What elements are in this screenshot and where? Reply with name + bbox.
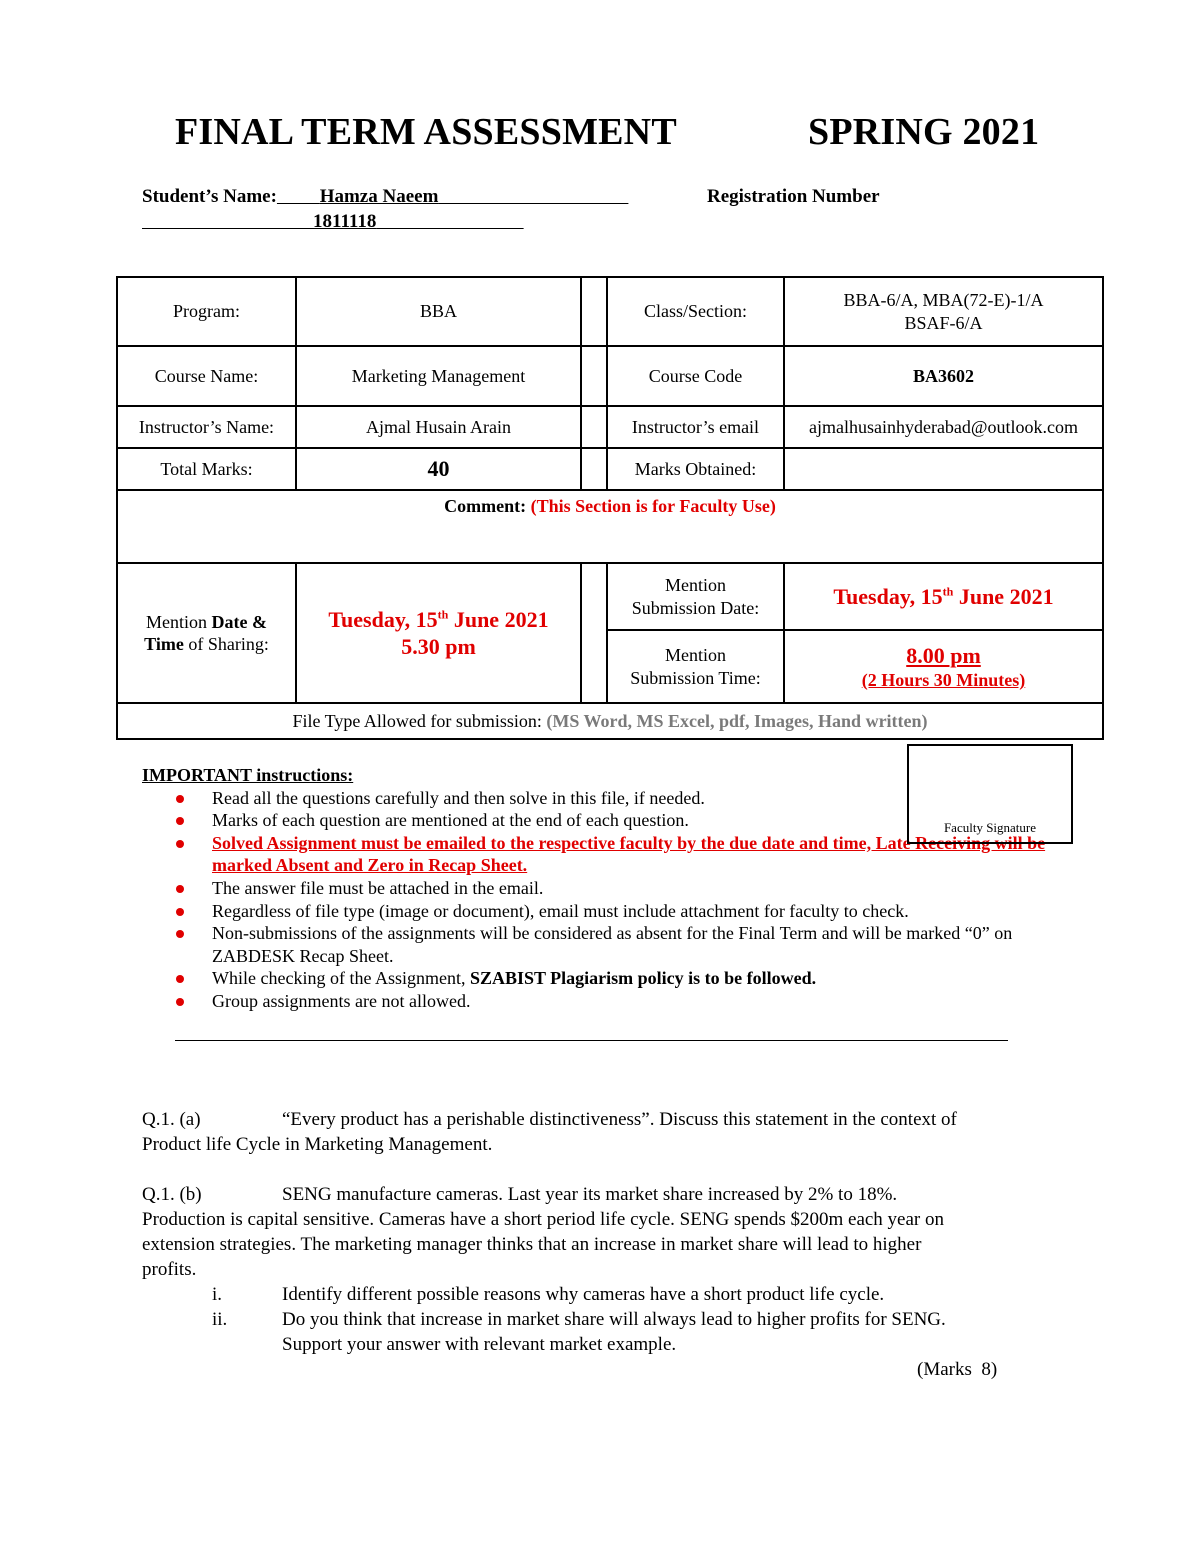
sharing-label: Mention Date & Time of Sharing: (117, 563, 296, 703)
sharing-time: 5.30 pm (401, 634, 476, 659)
instruction-item: Regardless of file type (image or document), email must include attachment for faculty to check. (142, 900, 1102, 923)
registration-label: Registration Number (707, 186, 880, 207)
sub-question-ii-text-line-2: Support your answer with relevant market example. (282, 1334, 677, 1355)
section-divider (175, 1040, 1008, 1041)
sub-question-ii-text-line-1: Do you think that increase in market share will always lead to higher profits for SENG. (282, 1309, 946, 1330)
class-section-line-1: BBA-6/A, MBA(72-E)-1/A (843, 290, 1044, 310)
comment-note: (This Section is for Faculty Use) (530, 496, 776, 516)
column-gap (581, 346, 607, 406)
question-marks: (Marks 8) (917, 1359, 998, 1380)
column-gap (581, 448, 607, 490)
total-marks-label: Total Marks: (117, 448, 296, 490)
assessment-info-table (116, 276, 1104, 740)
instruction-item-warning: Solved Assignment must be emailed to the respective faculty by the due date and time, Late Receiving will be marked Absent and Zero in Recap Sheet. (142, 832, 1102, 877)
student-name-value: Hamza Naeem (319, 186, 439, 207)
marks-obtained-value (784, 448, 1103, 490)
file-type-label: File Type Allowed for submission: (292, 710, 542, 731)
class-section-line-2: BSAF-6/A (904, 312, 983, 333)
comment-label: Comment: (444, 496, 527, 516)
student-name-label: Student’s Name: (142, 186, 277, 207)
program-label: Program: (117, 277, 296, 346)
comment-cell (117, 490, 1103, 563)
sharing-date-time (296, 563, 581, 703)
instruction-item: Marks of each question are mentioned at the end of each question. (142, 809, 1102, 832)
instructor-email-label: Instructor’s email (607, 406, 784, 448)
column-gap (581, 406, 607, 448)
course-name-label: Course Name: (117, 346, 296, 406)
class-section-value (784, 277, 1103, 346)
sub-question-ii-label: ii. (212, 1309, 228, 1330)
faculty-signature-label: Faculty Signature (943, 820, 1037, 835)
q1b-text-line-4: profits. (142, 1259, 197, 1280)
course-code-label: Course Code (607, 346, 784, 406)
sub-question-i-label: i. (212, 1284, 223, 1305)
instructor-name-label: Instructor’s Name: (117, 406, 296, 448)
faculty-signature-box (907, 744, 1073, 844)
registration-line (142, 211, 524, 233)
q1b-text-line-3: extension strategies. The marketing manager thinks that an increase in market share will lead to higher (142, 1234, 922, 1255)
submission-duration: (2 Hours 30 Minutes) (861, 670, 1026, 690)
instructor-name-value: Ajmal Husain Arain (296, 406, 581, 448)
total-marks-value: 40 (296, 448, 581, 490)
course-code-value: BA3602 (784, 346, 1103, 406)
program-value: BBA (296, 277, 581, 346)
submission-time-label: Mention Submission Time: (607, 630, 784, 703)
instruction-item: Group assignments are not allowed. (142, 990, 1102, 1013)
submission-time-value (784, 630, 1103, 703)
marks-obtained-label: Marks Obtained: (607, 448, 784, 490)
course-name-value: Marketing Management (296, 346, 581, 406)
sub-question-i-text: Identify different possible reasons why cameras have a short product life cycle. (282, 1284, 885, 1305)
q1a-label: Q.1. (a) (142, 1109, 201, 1130)
instruction-item: Read all the questions carefully and then solve in this file, if needed. (142, 787, 1102, 810)
q1a-text-line-1: “Every product has a perishable distinctiveness”. Discuss this statement in the context of (282, 1109, 957, 1130)
column-gap (581, 563, 607, 703)
submission-date-label: Mention Submission Date: (607, 563, 784, 630)
instructor-email-value: ajmalhusainhyderabad@outlook.com (784, 406, 1103, 448)
file-type-values: (MS Word, MS Excel, pdf, Images, Hand written) (546, 710, 928, 731)
q1b-text-line-1: SENG manufacture cameras. Last year its market share increased by 2% to 18%. (282, 1184, 898, 1205)
instruction-item: Non-submissions of the assignments will be considered as absent for the Final Term and will be marked “0” on ZABDESK Recap Sheet. (142, 922, 1102, 967)
instruction-item: The answer file must be attached in the email. (142, 877, 1102, 900)
q1b-text-line-2: Production is capital sensitive. Cameras have a short period life cycle. SENG spends $200m each year on (142, 1209, 944, 1230)
registration-value: 1811118 (313, 211, 377, 232)
submission-date-value: Tuesday, 15th June 2021 (784, 563, 1103, 630)
submission-time: 8.00 pm (906, 642, 981, 668)
column-gap (581, 277, 607, 346)
document-title: FINAL TERM ASSESSMENT (175, 111, 677, 153)
file-type-cell (117, 703, 1103, 739)
student-name-line (142, 186, 628, 208)
q1b-label: Q.1. (b) (142, 1184, 202, 1205)
term-label: SPRING 2021 (808, 111, 1040, 153)
sharing-date: Tuesday, 15th June 2021 (328, 606, 549, 632)
instruction-item-plagiarism: While checking of the Assignment, SZABIST Plagiarism policy is to be followed. (142, 967, 1102, 990)
class-section-label: Class/Section: (607, 277, 784, 346)
q1a-text-line-2: Product life Cycle in Marketing Management. (142, 1134, 493, 1155)
instructions-heading: IMPORTANT instructions: (142, 765, 354, 785)
